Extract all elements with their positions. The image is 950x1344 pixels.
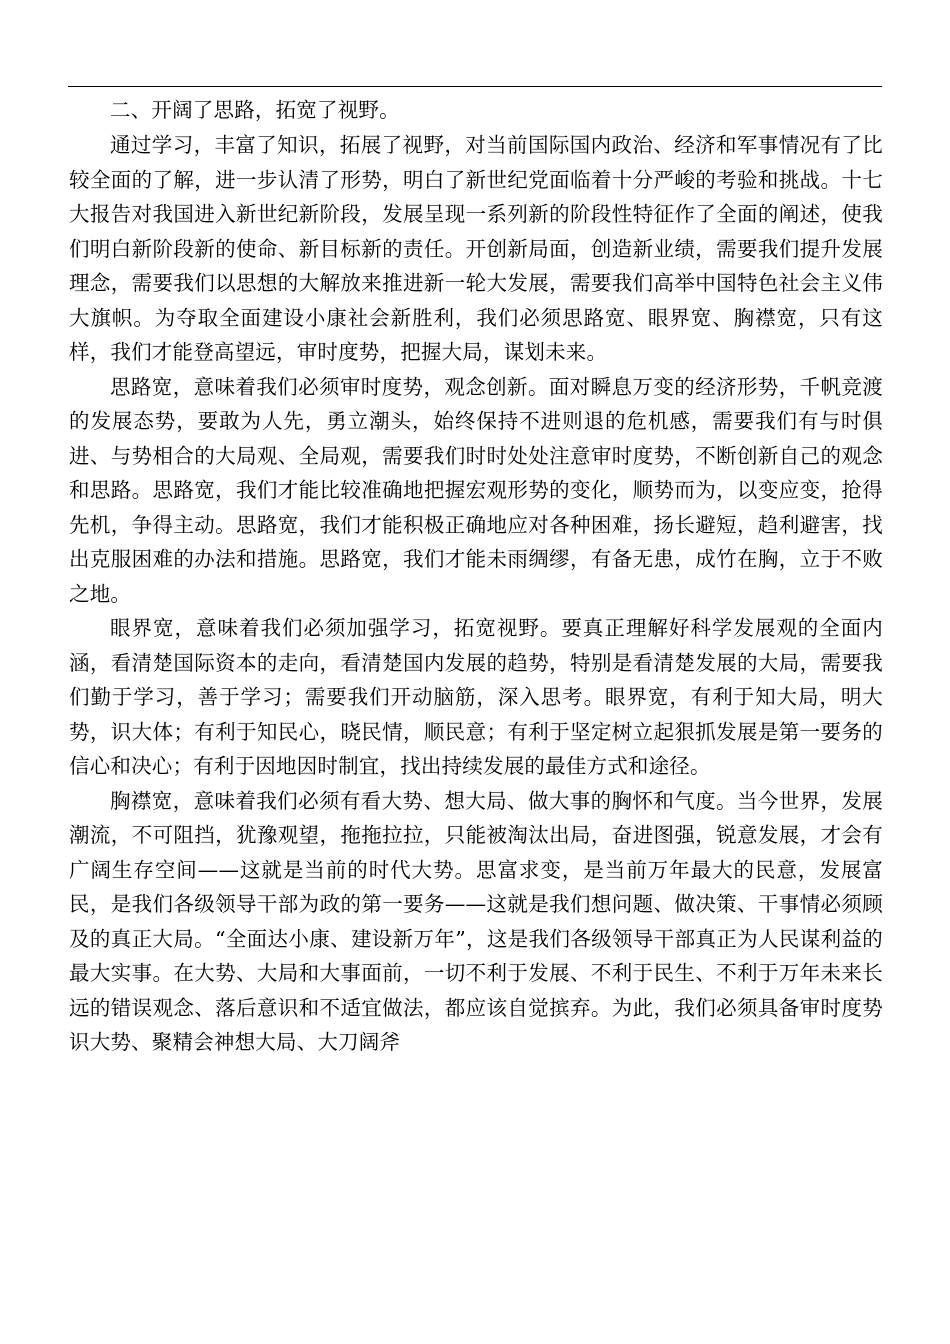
paragraph-broad-vision: 眼界宽，意味着我们必须加强学习，拓宽视野。要真正理解好科学发展观的全面内涵，看清楚国际资本的走向，看清楚国内发展的趋势，特别是看清楚发展的大局，需要我们勤于学习，善于学习；需要我们开动脑筋，深入思考。眼界宽，有利于知大局，明大势，识大体；有利于知民心，晓民情，顺民意；有利于坚定树立起狠抓发展是第一要务的信心和决心；有利于因地因时制宜，找出持续发展的最佳方式和途径。	[69, 616, 883, 778]
paragraph-broad-mind: 胸襟宽，意味着我们必须有看大势、想大局、做大事的胸怀和气度。当今世界，发展潮流，不可阻挡，犹豫观望，拖拖拉拉，只能被淘汰出局，奋进图强，锐意发展，才会有广阔生存空间——这就是当前的时代大势。思富求变，是当前万年最大的民意，发展富民，是我们各级领导干部为政的第一要务——这就是我们想问题、做决策、干事情必须顾及的真正大局。“全面达小康、建设新万年”，这是我们各级领导干部真正为人民谋利益的最大实事。在大势、大局和大事面前，一切不利于发展、不利于民生、不利于万年未来长远的错误观念、落后意识和不适宜做法，都应该自觉摈弃。为此，我们必须具备审时度势识大势、聚精会神想大局、大刀阔斧	[69, 788, 883, 1054]
section-heading: 二、开阔了思路，拓宽了视野。	[110, 98, 400, 122]
paragraph-broad-thinking: 思路宽，意味着我们必须审时度势，观念创新。面对瞬息万变的经济形势，千帆竞渡的发展态势，要敢为人先，勇立潮头，始终保持不进则退的危机感，需要我们有与时俱进、与势相合的大局观、全局观，需要我们时时处处注意审时度势，不断创新自己的观念和思路。思路宽，我们才能比较准确地把握宏观形势的变化，顺势而为，以变应变，抢得先机，争得主动。思路宽，我们才能积极正确地应对各种困难，扬长避短，趋利避害，找出克服困难的办法和措施。思路宽，我们才能未雨绸缪，有备无患，成竹在胸，立于不败之地。	[69, 374, 883, 606]
header-rule	[68, 86, 882, 87]
document-body	[69, 92, 883, 1060]
paragraph-study-overview: 通过学习，丰富了知识，拓展了视野，对当前国际国内政治、经济和军事情况有了比较全面的了解，进一步认清了形势，明白了新世纪党面临着十分严峻的考验和挑战。十七大报告对我国进入新世纪新阶段，发展呈现一系列新的阶段性特征作了全面的阐述，使我们明白新阶段新的使命、新目标新的责任。开创新局面，创造新业绩，需要我们提升发展理念，需要我们以思想的大解放来推进新一轮大发展，需要我们高举中国特色社会主义伟大旗帜。为夺取全面建设小康社会新胜利，我们必须思路宽、眼界宽、胸襟宽，只有这样，我们才能登高望远，审时度势，把握大局，谋划未来。	[69, 133, 883, 364]
